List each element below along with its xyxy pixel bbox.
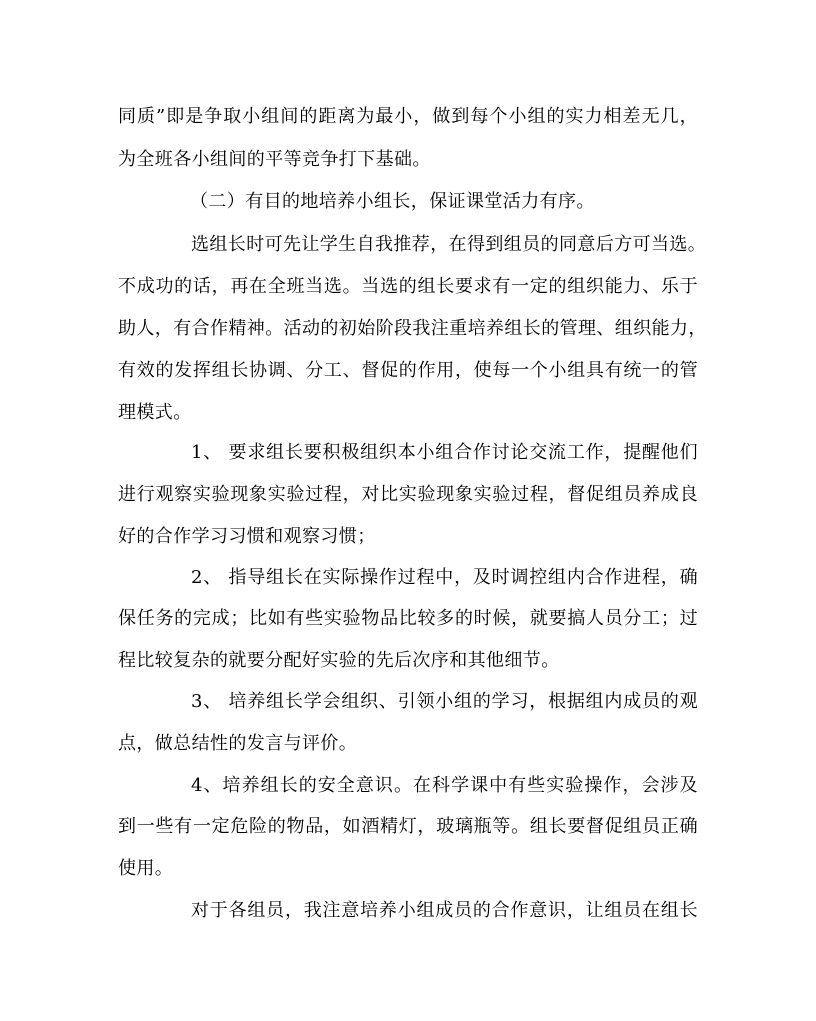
paragraph-line: 理模式。 (118, 402, 192, 423)
list-item-line: 4、培养组长的安全意识。在科学课中有些实验操作，会涉及 (191, 775, 698, 796)
paragraph-line: 助人，有合作精神。活动的初始阶段我注重培养组长的管理、组织能力， (118, 318, 707, 339)
paragraph-line: 选组长时可先让学生自我推荐，在得到组员的同意后方可当选。 (191, 234, 707, 255)
paragraph-line: 到一些有一定危险的物品，如酒精灯，玻璃瓶等。组长要督促组员正确 (118, 816, 698, 837)
paragraph-line: 对于各组员，我注意培养小组成员的合作意识，让组员在组长 (191, 900, 698, 921)
list-item-line: 2、 指导组长在实际操作过程中，及时调控组内合作进程，确 (191, 567, 698, 588)
paragraph-line: 进行观察实验现象实验过程，对比实验现象实验过程，督促组员养成良 (118, 484, 698, 505)
paragraph-line: 好的合作学习习惯和观察习惯； (118, 526, 376, 547)
list-item-line: 1、 要求组长要积极组织本小组合作讨论交流工作，提醒他们 (191, 442, 698, 463)
paragraph-line: 不成功的话，再在全班当选。当选的组长要求有一定的组织能力、乐于 (118, 276, 698, 297)
paragraph-line: 使用。 (118, 858, 174, 879)
paragraph-line: 保任务的完成；比如有些实验物品比较多的时候，就要搞人员分工；过 (118, 608, 698, 629)
paragraph-line: 程比较复杂的就要分配好实验的先后次序和其他细节。 (118, 650, 560, 671)
paragraph-line: 点，做总结性的发言与评价。 (118, 733, 358, 754)
paragraph-line: 有效的发挥组长协调、分工、督促的作用，使每一个小组具有统一的管 (118, 360, 698, 381)
section-heading: （二）有目的地培养小组长，保证课堂活力有序。 (190, 191, 595, 212)
list-item-line: 3、 培养组长学会组织、引领小组的学习，根据组内成员的观 (191, 691, 698, 712)
paragraph-line: 为全班各小组间的平等竞争打下基础。 (118, 149, 431, 170)
paragraph-line: 同质”即是争取小组间的距离为最小，做到每个小组的实力相差无几， (118, 106, 698, 127)
